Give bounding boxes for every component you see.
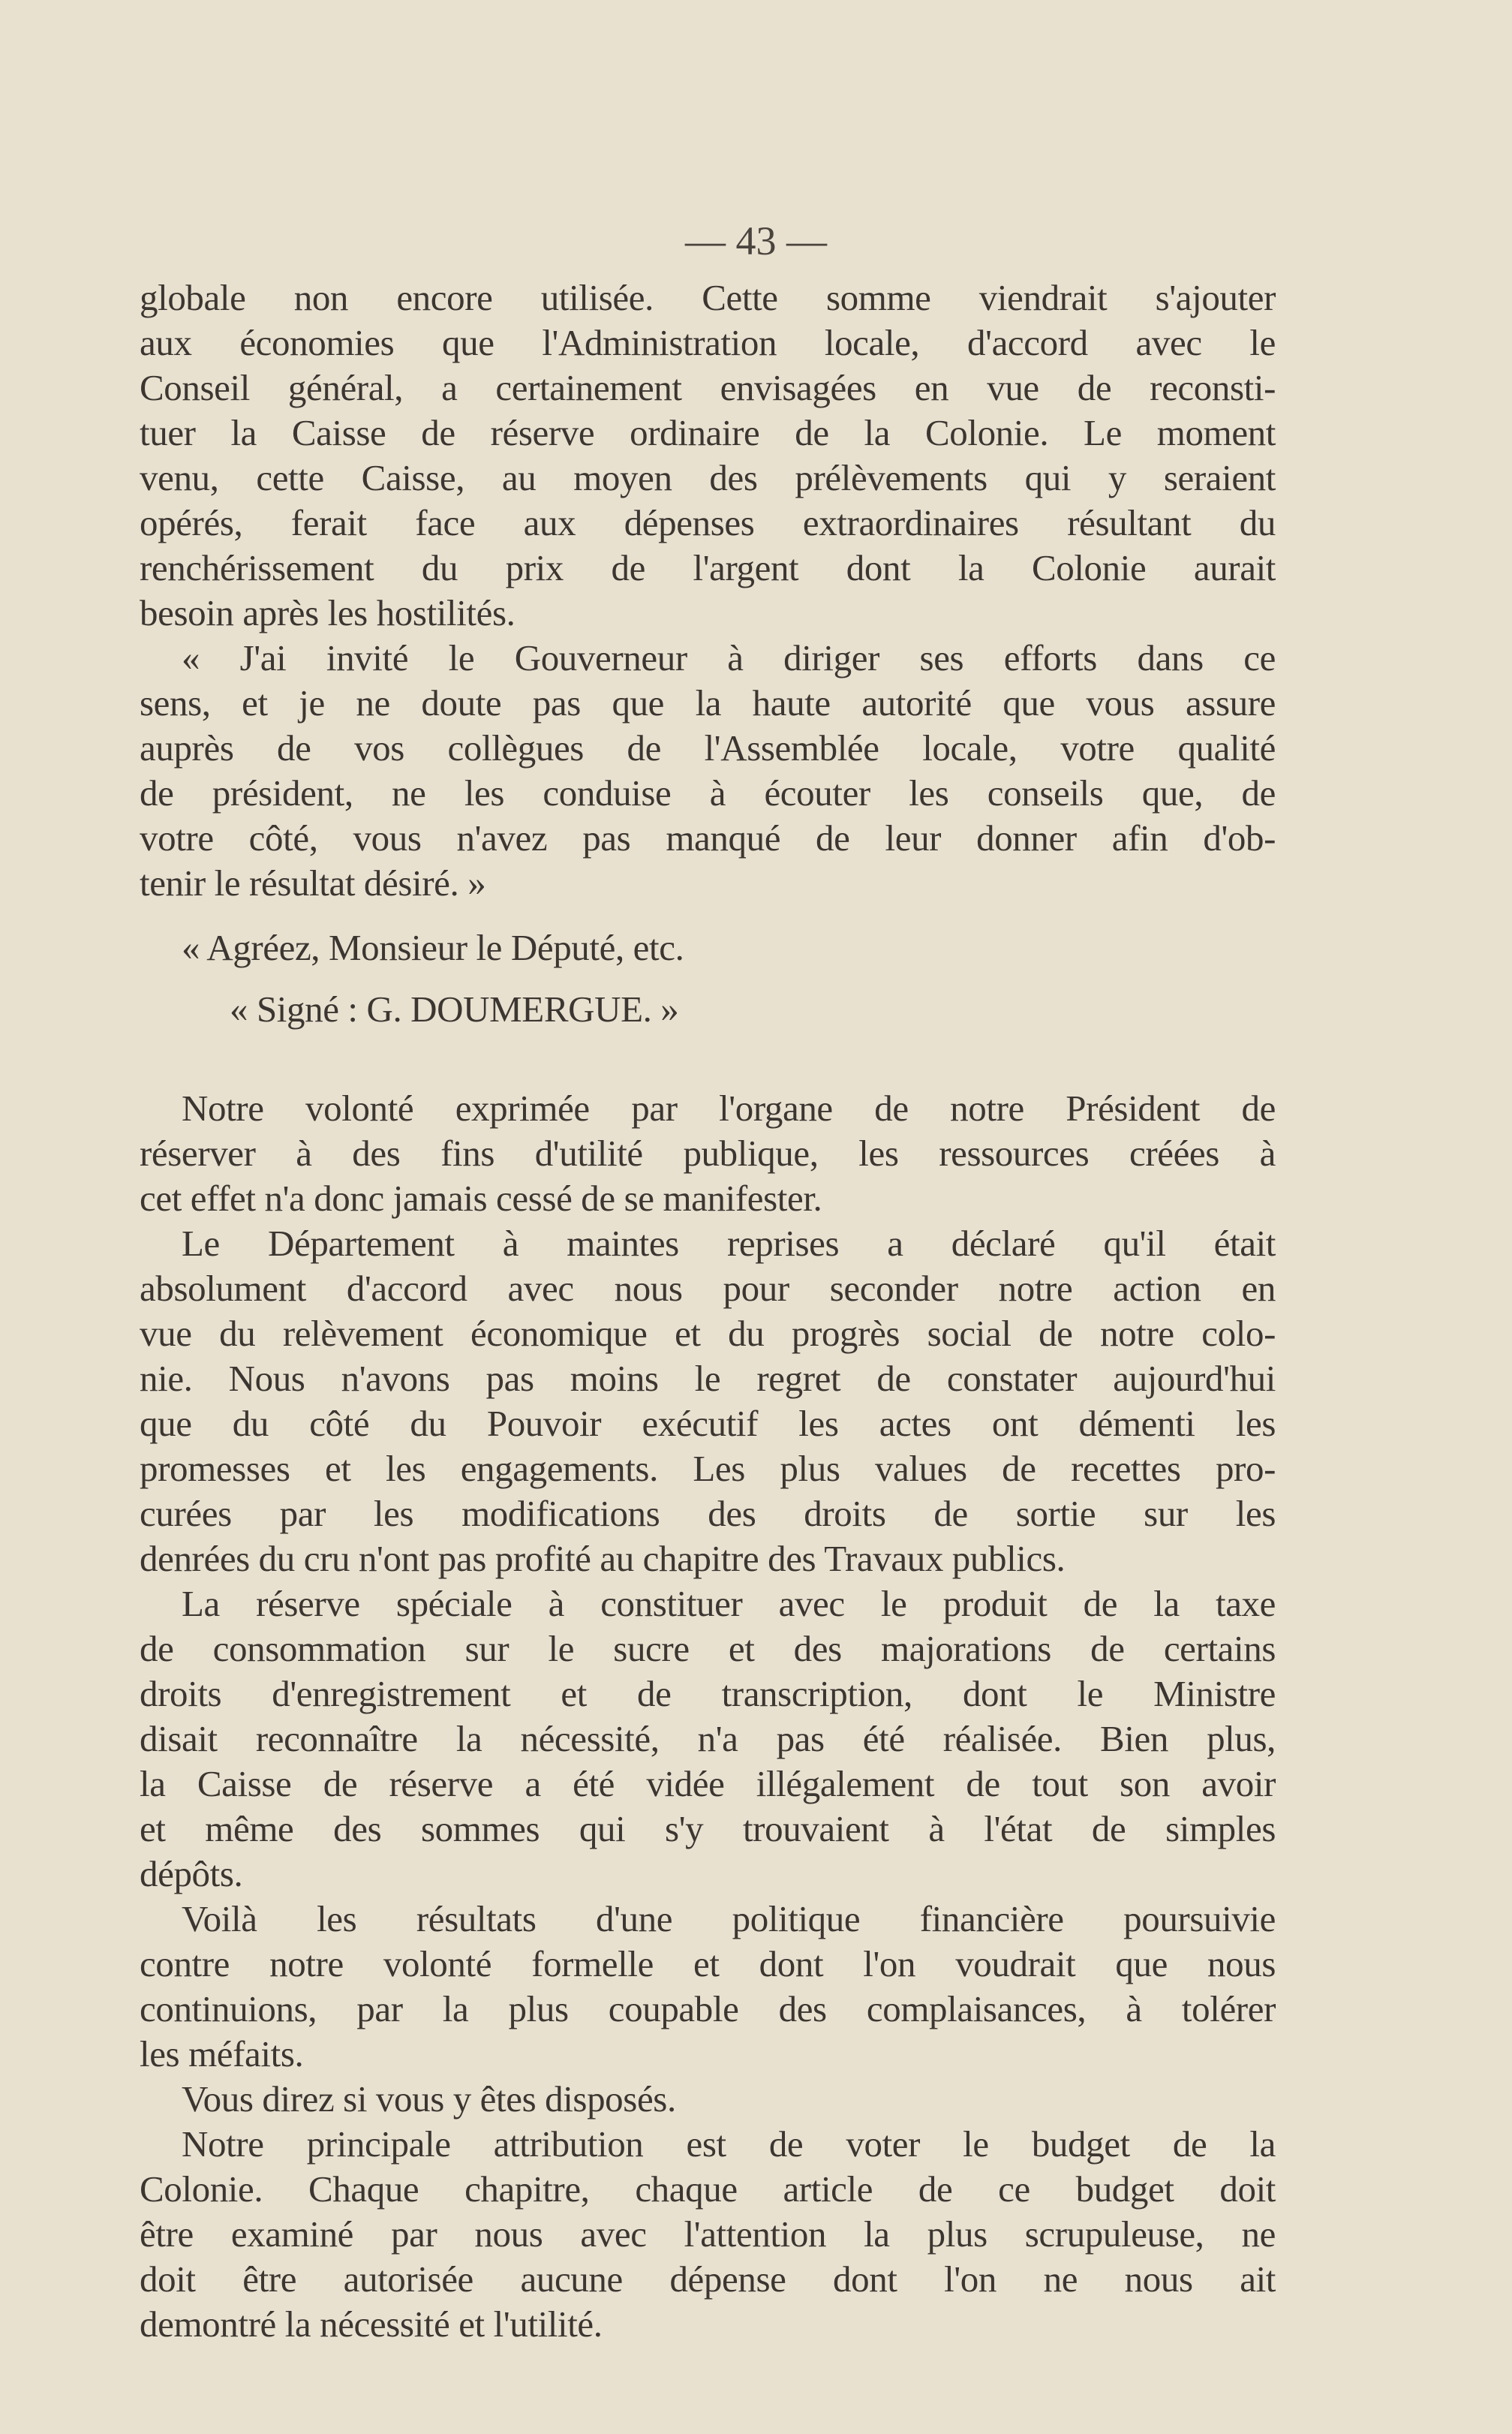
text-line: Voilà les résultats d'une politique financière poursuivie bbox=[182, 1898, 1276, 1939]
text-line: demontré la nécessité et l'utilité. bbox=[140, 2303, 603, 2345]
paragraph bbox=[140, 2122, 1276, 2347]
paragraph bbox=[140, 2077, 1276, 2122]
signature bbox=[140, 987, 1276, 1032]
paragraph bbox=[140, 636, 1276, 906]
text-line: que du côté du Pouvoir exécutif les actes ont démenti les bbox=[140, 1403, 1276, 1444]
text-line: Notre volonté exprimée par l'organe de notre Président de bbox=[182, 1088, 1276, 1129]
text-line: « J'ai invité le Gouverneur à diriger ses efforts dans ce bbox=[182, 637, 1276, 678]
text-line: Vous direz si vous y êtes disposés. bbox=[182, 2078, 676, 2120]
text-line: opérés, ferait face aux dépenses extraordinaires résultant du bbox=[140, 502, 1276, 543]
text-line: aux économies que l'Administration locale, d'accord avec le bbox=[140, 322, 1276, 363]
paragraph bbox=[140, 925, 1276, 970]
text-line: sens, et je ne doute pas que la haute autorité que vous assure bbox=[140, 682, 1276, 724]
text-line: dépôts. bbox=[140, 1853, 243, 1894]
text-line: cet effet n'a donc jamais cessé de se manifester. bbox=[140, 1178, 822, 1219]
text-line: vue du relèvement économique et du progrès social de notre colo- bbox=[140, 1313, 1276, 1354]
text-line: de président, ne les conduise à écouter les conseils que, de bbox=[140, 772, 1276, 814]
text-line: de consommation sur le sucre et des majorations de certains bbox=[140, 1628, 1276, 1669]
text-line: curées par les modifications des droits de sortie sur les bbox=[140, 1493, 1276, 1534]
text-line: Conseil général, a certainement envisagées en vue de reconsti- bbox=[140, 367, 1276, 408]
text-line: besoin après les hostilités. bbox=[140, 592, 516, 633]
text-line: votre côté, vous n'avez pas manqué de leur donner afin d'ob- bbox=[140, 817, 1276, 859]
text-line: tenir le résultat désiré. » bbox=[140, 862, 486, 904]
text-line: la Caisse de réserve a été vidée illégalement de tout son avoir bbox=[140, 1763, 1276, 1804]
text-line: les méfaits. bbox=[140, 2033, 304, 2074]
paragraph bbox=[140, 1221, 1276, 1581]
text-line: « Signé : G. DOUMERGUE. » bbox=[230, 988, 679, 1030]
body-text bbox=[140, 275, 1276, 2347]
text-line: renchérissement du prix de l'argent dont la Colonie aurait bbox=[140, 547, 1276, 588]
page-number: — 43 — bbox=[685, 218, 827, 263]
text-line: être examiné par nous avec l'attention la plus scrupuleuse, ne bbox=[140, 2213, 1276, 2255]
text-line: continuions, par la plus coupable des complaisances, à tolérer bbox=[140, 1988, 1276, 2029]
text-line: droits d'enregistrement et de transcription, dont le Ministre bbox=[140, 1673, 1276, 1714]
text-line: nie. Nous n'avons pas moins le regret de constater aujourd'hui bbox=[140, 1358, 1276, 1399]
paragraph bbox=[140, 1897, 1276, 2077]
text-line: réserver à des fins d'utilité publique, les ressources créées à bbox=[140, 1133, 1276, 1174]
paragraph bbox=[140, 275, 1276, 636]
text-line: disait reconnaître la nécessité, n'a pas été réalisée. Bien plus, bbox=[140, 1718, 1276, 1759]
text-line: Colonie. Chaque chapitre, chaque article de ce budget doit bbox=[140, 2168, 1276, 2210]
text-line: tuer la Caisse de réserve ordinaire de la Colonie. Le moment bbox=[140, 412, 1276, 453]
paragraph bbox=[140, 1086, 1276, 1221]
text-line: doit être autorisée aucune dépense dont l'on ne nous ait bbox=[140, 2258, 1276, 2300]
text-line: globale non encore utilisée. Cette somme viendrait s'ajouter bbox=[140, 277, 1276, 318]
text-line: denrées du cru n'ont pas profité au chapitre des Travaux publics. bbox=[140, 1538, 1066, 1579]
text-line: Le Département à maintes reprises a déclaré qu'il était bbox=[182, 1223, 1276, 1264]
paragraph bbox=[140, 1581, 1276, 1897]
text-line: « Agréez, Monsieur le Député, etc. bbox=[182, 927, 684, 968]
text-line: absolument d'accord avec nous pour seconder notre action en bbox=[140, 1268, 1276, 1309]
text-line: auprès de vos collègues de l'Assemblée locale, votre qualité bbox=[140, 727, 1276, 769]
text-line: contre notre volonté formelle et dont l'on voudrait que nous bbox=[140, 1943, 1276, 1984]
text-line: venu, cette Caisse, au moyen des prélèvements qui y seraient bbox=[140, 457, 1276, 498]
text-line: promesses et les engagements. Les plus values de recettes pro- bbox=[140, 1448, 1276, 1489]
text-line: La réserve spéciale à constituer avec le produit de la taxe bbox=[182, 1583, 1276, 1624]
text-line: et même des sommes qui s'y trouvaient à l'état de simples bbox=[140, 1808, 1276, 1849]
text-line: Notre principale attribution est de voter le budget de la bbox=[182, 2123, 1276, 2165]
